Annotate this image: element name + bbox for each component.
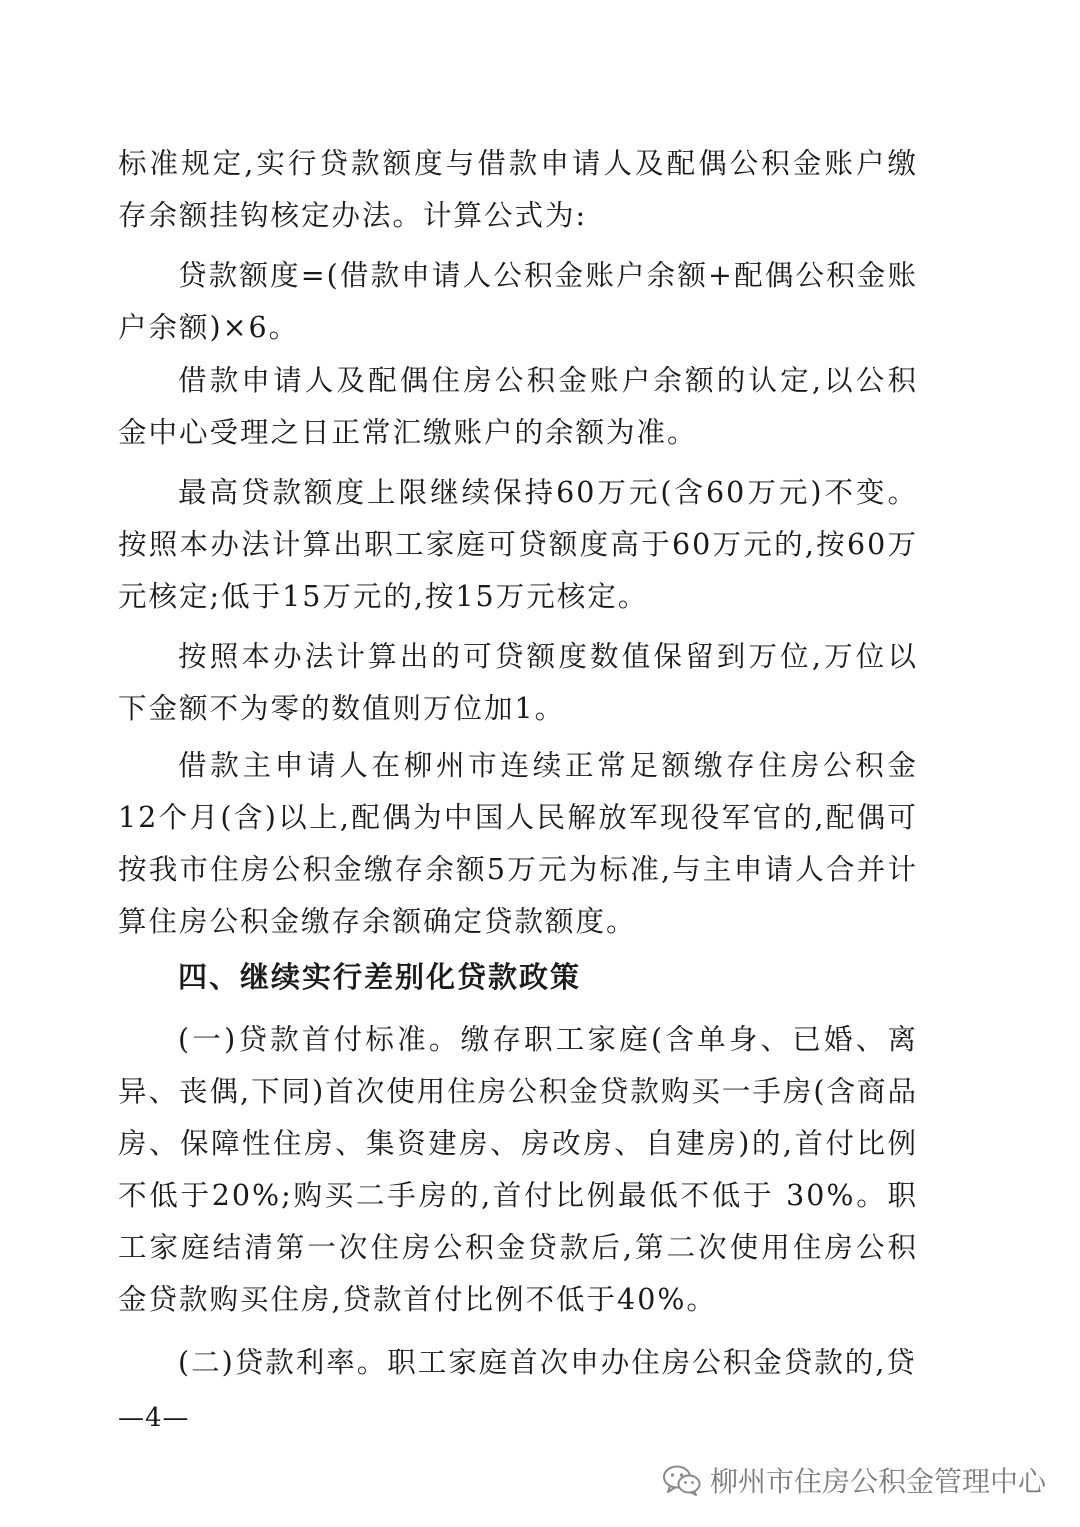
paragraph-loan-limit: 最高贷款额度上限继续保持60万元(含60万元)不变。按照本办法计算出职工家庭可贷额度高于60万元的,按60万元核定;低于15万元的,按15万元核定。 — [118, 476, 918, 613]
paragraph-rounding: 按照本办法计算出的可贷额度数值保留到万位,万位以下金额不为零的数值则万位加1。 — [118, 640, 918, 725]
paragraph-continued: 标准规定,实行贷款额度与借款申请人及配偶公积金账户缴存余额挂钩核定办法。计算公式为: — [118, 147, 918, 232]
watermark-text: 柳州市住房公积金管理中心 — [709, 1465, 1046, 1498]
paragraph-interest-rate: (二)贷款利率。职工家庭首次申办住房公积金贷款的,贷 — [178, 1346, 917, 1379]
wechat-icon — [662, 1464, 702, 1496]
paragraph-balance-rule: 借款申请人及配偶住房公积金账户余额的认定,以公积金中心受理之日正常汇缴账户的余额为准。 — [118, 364, 918, 449]
section-heading: 四、继续实行差别化贷款政策 — [178, 960, 582, 994]
paragraph-formula: 贷款额度=(借款申请人公积金账户余额+配偶公积金账户余额)×6。 — [118, 259, 918, 344]
watermark — [662, 1460, 1046, 1500]
paragraph-military-spouse: 借款主申请人在柳州市连续正常足额缴存住房公积金12个月(含)以上,配偶为中国人民解放军现役军官的,配偶可按我市住房公积金缴存余额5万元为标准,与主申请人合并计算住房公积金缴存余额确定贷款额度。 — [118, 749, 918, 938]
paragraph-down-payment: (一)贷款首付标准。缴存职工家庭(含单身、已婚、离异、丧偶,下同)首次使用住房公积金贷款购买一手房(含商品房、保障性住房、集资建房、房改房、自建房)的,首付比例不低于20%;购买二手房的,首付比例最低不低于 30%。职工家庭结清第一次住房公积金贷款后,第二次使用住房公积金贷款购买住房,贷款首付比例不低于40%。 — [118, 1023, 918, 1316]
page-number: —4— — [118, 1403, 190, 1433]
